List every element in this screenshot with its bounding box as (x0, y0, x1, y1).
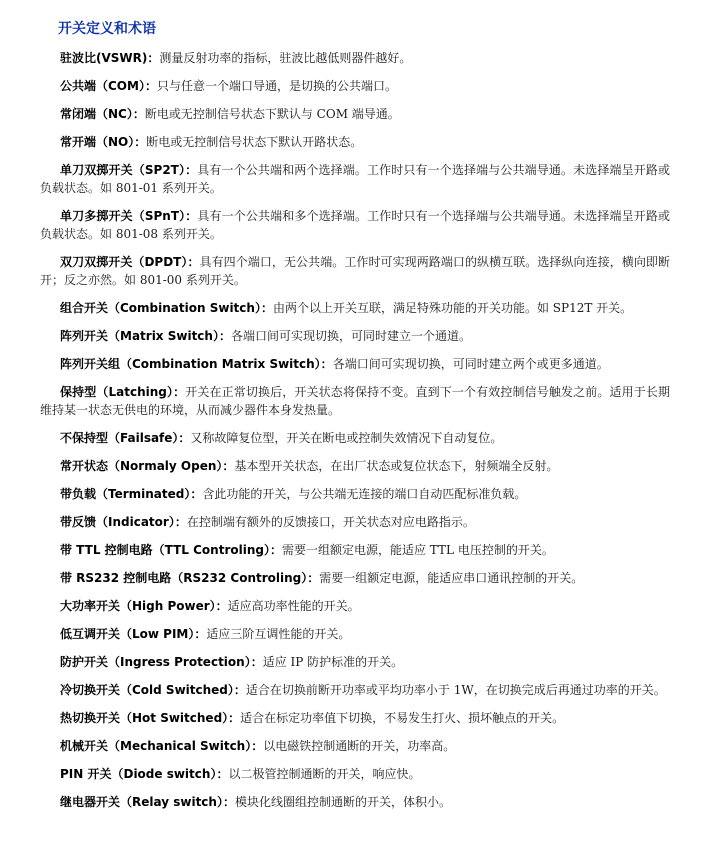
term-entry (40, 485, 670, 503)
term-entry (40, 327, 670, 345)
term-description: 以电磁铁控制通断的开关，功率高。 (263, 739, 456, 753)
term-entry (40, 49, 670, 67)
term-entry (40, 207, 670, 243)
term-entry (40, 299, 670, 317)
terms-list (40, 49, 670, 821)
term-name: 机械开关（Mechanical Switch）： (60, 739, 264, 753)
term-description: 在控制端有额外的反馈接口，开关状态对应电路指示。 (186, 515, 475, 529)
term-description: 只与任意一个端口导通，是切换的公共端口。 (156, 79, 397, 93)
term-description: 具有一个公共端和多个选择端。工作时只有一个选择端与公共端导通。未选择端呈开路或负载状态。如 801-08 系列开关。 (40, 209, 670, 241)
term-name: 常闭端（NC）： (60, 107, 145, 121)
term-entry (40, 793, 670, 811)
term-name: 带 RS232 控制电路（RS232 Controling）： (60, 571, 320, 585)
term-description: 适合在标定功率值下切换，不易发生打火、损坏触点的开关。 (240, 711, 565, 725)
term-description: 各端口间可实现切换，可同时建立两个或更多通道。 (332, 357, 609, 371)
term-description: 具有四个端口，无公共端。工作时可实现两路端口的纵横互联。选择纵向连接，横向即断开；反之亦然。如 801-00 系列开关。 (40, 255, 670, 287)
term-entry (40, 513, 670, 531)
term-entry (40, 597, 670, 615)
term-entry (40, 105, 670, 123)
term-description: 以二极管控制通断的开关，响应快。 (228, 767, 421, 781)
term-entry (40, 541, 670, 559)
term-name: 防护开关（Ingress Protection）： (60, 655, 263, 669)
term-name: 组合开关（Combination Switch）： (60, 301, 273, 315)
term-name: 带 TTL 控制电路（TTL Controling）： (60, 543, 282, 557)
term-name: 公共端（COM）： (60, 79, 157, 93)
term-name: 继电器开关（Relay switch）： (60, 795, 235, 809)
term-description: 开关在正常切换后，开关状态将保持不变。直到下一个有效控制信号触发之前。适用于长期维持某一状态无供电的环境，从而减少器件本身发热量。 (40, 385, 670, 417)
term-description: 模块化线圈组控制通断的开关，体积小。 (234, 795, 451, 809)
term-name: 带负载（Terminated）： (60, 487, 203, 501)
term-name: 双刀双掷开关（DPDT）： (60, 255, 200, 269)
term-name: PIN 开关（Diode switch）： (60, 767, 229, 781)
term-entry (40, 383, 670, 419)
term-name: 单刀双掷开关（SP2T）： (60, 163, 198, 177)
term-entry (40, 161, 670, 197)
term-entry (40, 355, 670, 373)
term-description: 测量反射功率的指标，驻波比越低则器件越好。 (159, 51, 412, 65)
term-description: 适应高功率性能的开关。 (227, 599, 360, 613)
term-name: 大功率开关（High Power）： (60, 599, 228, 613)
term-description: 适应 IP 防护标准的开关。 (262, 655, 404, 669)
term-description: 又称故障复位型，开关在断电或控制失效情况下自动复位。 (190, 431, 503, 445)
term-name: 常开端（NO）： (60, 135, 147, 149)
term-description: 断电或无控制信号状态下默认与 COM 端导通。 (144, 107, 400, 121)
term-description: 适应三阶互调性能的开关。 (206, 627, 351, 641)
term-description: 适合在切换前断开功率或平均功率小于 1W，在切换完成后再通过功率的开关。 (245, 683, 666, 697)
term-description: 含此功能的开关，与公共端无连接的端口自动匹配标准负载。 (202, 487, 527, 501)
term-name: 冷切换开关（Cold Switched）： (60, 683, 246, 697)
term-name: 常开状态（Normaly Open）： (60, 459, 235, 473)
term-description: 具有一个公共端和两个选择端。工作时只有一个选择端与公共端导通。未选择端呈开路或负载状态。如 801-01 系列开关。 (40, 163, 670, 195)
term-entry (40, 253, 670, 289)
term-entry (40, 429, 670, 447)
term-name: 热切换开关（Hot Switched）： (60, 711, 241, 725)
term-name: 不保持型（Failsafe）： (60, 431, 191, 445)
term-description: 断电或无控制信号状态下默认开路状态。 (146, 135, 363, 149)
term-entry (40, 569, 670, 587)
term-entry (40, 457, 670, 475)
section-title: 开关定义和术语 (58, 21, 156, 37)
term-entry (40, 653, 670, 671)
term-entry (40, 625, 670, 643)
term-description: 各端口间可实现切换，可同时建立一个通道。 (230, 329, 471, 343)
term-entry (40, 681, 670, 699)
term-description: 需要一组额定电源，能适应串口通讯控制的开关。 (319, 571, 584, 585)
term-name: 驻波比(VSWR)： (60, 51, 160, 65)
term-description: 基本型开关状态，在出厂状态或复位状态下，射频端全反射。 (234, 459, 559, 473)
term-entry (40, 133, 670, 151)
term-name: 带反馈（Indicator）： (60, 515, 187, 529)
term-name: 阵列开关组（Combination Matrix Switch）： (60, 357, 333, 371)
term-name: 阵列开关（Matrix Switch）： (60, 329, 231, 343)
term-name: 保持型（Latching）： (60, 385, 186, 399)
term-entry (40, 737, 670, 755)
term-name: 低互调开关（Low PIM）： (60, 627, 207, 641)
term-name: 单刀多掷开关（SPnT）： (60, 209, 198, 223)
term-description: 由两个以上开关互联，满足特殊功能的开关功能。如 SP12T 开关。 (272, 301, 633, 315)
term-entry (40, 77, 670, 95)
term-entry (40, 765, 670, 783)
term-description: 需要一组额定电源，能适应 TTL 电压控制的开关。 (281, 543, 554, 557)
term-entry (40, 709, 670, 727)
